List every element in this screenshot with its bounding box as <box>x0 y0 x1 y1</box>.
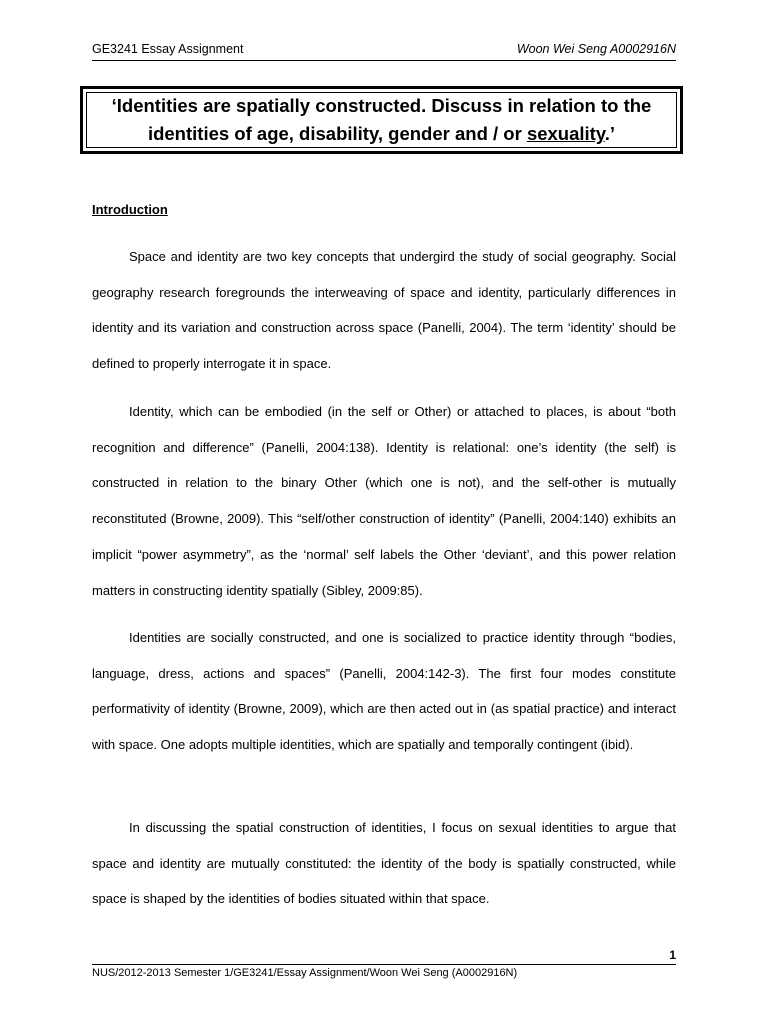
essay-title-text <box>95 92 668 148</box>
paragraph-4: In discussing the spatial construction of identities, I focus on sexual identities to argue that space and identity are mutually constituted: the identity of the body is spatially constructed, while space is shaped by the identities of bodies situated within that space. <box>92 820 676 907</box>
title-underlined-word: sexuality <box>526 123 605 144</box>
title-text-part2: .’ <box>604 123 616 144</box>
header-author: Woon Wei Seng A0002916N <box>516 42 676 56</box>
page-number: 1 <box>92 948 676 965</box>
section-heading: Introduction <box>92 202 168 217</box>
paragraph-3: Identities are socially constructed, and one is socialized to practice identity through “bodies, language, dress, actions and spaces” (Panelli, 2004:142-3). The first four modes constitute performativity of identity (Browne, 2009), which are then acted out in (as spatial practice) and interact with space. One adopts multiple identities, which are spatially and temporally contingent (ibid). <box>92 630 676 753</box>
essay-title <box>86 92 677 148</box>
header-course: GE3241 Essay Assignment <box>92 42 244 56</box>
paragraph-1: Space and identity are two key concepts that undergird the study of social geography. Social geography research foregrounds the interweaving of space and identity, particularly differences in identity and its variation and construction across space (Panelli, 2004). The term ‘identity’ should be defined to properly interrogate it in space. <box>92 249 676 372</box>
page-header <box>92 42 676 61</box>
title-text-part1: ‘Identities are spatially constructed. Discuss in relation to the identities of age, disability, gender and / or <box>111 95 652 144</box>
page-footer: NUS/2012-2013 Semester 1/GE3241/Essay Assignment/Woon Wei Seng (A0002916N) <box>92 967 518 979</box>
title-box <box>80 86 683 154</box>
paragraph-2: Identity, which can be embodied (in the self or Other) or attached to places, is about “both recognition and difference” (Panelli, 2004:138). Identity is relational: one’s identity (the self) is constructed in relation to the binary Other (which one is not), and the self-other is mutually reconstituted (Browne, 2009). This “self/other construction of identity” (Panelli, 2004:140) exhibits an implicit “power asymmetry”, as the ‘normal’ self labels the Other ‘deviant’, and this power relation matters in constructing identity spatially (Sibley, 2009:85). <box>92 404 676 598</box>
